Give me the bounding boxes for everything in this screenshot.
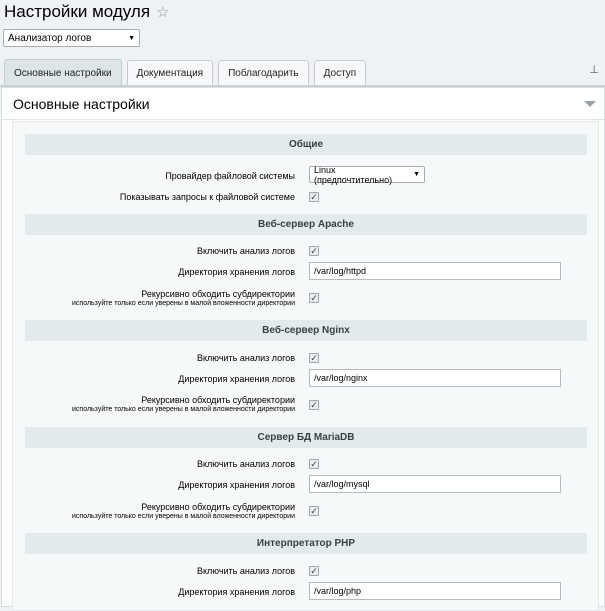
panel-title: Основные настройки bbox=[13, 96, 150, 112]
section-header-nginx: Веб-сервер Nginx bbox=[25, 320, 587, 341]
mariadb-dir-input[interactable]: /var/log/mysql bbox=[309, 475, 561, 493]
page-title bbox=[4, 1, 169, 23]
apache-enable-label: Включить анализ логов bbox=[197, 246, 295, 256]
apache-dir-label: Директория хранения логов bbox=[178, 267, 295, 277]
page-title-text: Настройки модуля bbox=[4, 2, 151, 21]
apache-recursive-text: Рекурсивно обходить субдиректории bbox=[141, 289, 295, 299]
nginx-dir-label: Директория хранения логов bbox=[178, 374, 295, 384]
mariadb-enable-checkbox[interactable]: ✓ bbox=[310, 459, 318, 469]
chevron-down-icon: ▼ bbox=[413, 171, 420, 178]
mariadb-recursive-checkbox[interactable]: ✓ bbox=[310, 506, 318, 516]
nginx-recursive-text: Рекурсивно обходить субдиректории bbox=[141, 395, 295, 405]
nginx-enable-checkbox[interactable]: ✓ bbox=[310, 353, 318, 363]
mariadb-enable-label: Включить анализ логов bbox=[197, 459, 295, 469]
apache-enable-checkbox[interactable]: ✓ bbox=[310, 246, 318, 256]
show-requests-label: Показывать запросы к файловой системе bbox=[119, 192, 295, 202]
nginx-recursive-label bbox=[72, 395, 295, 415]
mariadb-recursive-hint: используйте только если уверены в малой вложенности директории bbox=[72, 513, 295, 520]
pin-icon[interactable]: ⊥ bbox=[589, 64, 599, 76]
mariadb-recursive-text: Рекурсивно обходить субдиректории bbox=[141, 502, 295, 512]
apache-dir-input[interactable]: /var/log/httpd bbox=[309, 262, 561, 280]
tab-bar bbox=[4, 59, 366, 86]
module-select-value: Анализатор логов bbox=[8, 32, 92, 44]
php-dir-label: Директория хранения логов bbox=[178, 587, 295, 597]
module-select[interactable] bbox=[3, 29, 140, 47]
php-dir-input[interactable]: /var/log/php bbox=[309, 582, 561, 600]
php-enable-label: Включить анализ логов bbox=[197, 566, 295, 576]
mariadb-recursive-label bbox=[72, 502, 295, 522]
php-enable-checkbox[interactable]: ✓ bbox=[310, 566, 318, 576]
collapse-icon[interactable] bbox=[584, 101, 596, 107]
nginx-recursive-checkbox[interactable]: ✓ bbox=[310, 400, 318, 410]
apache-recursive-label bbox=[72, 289, 295, 309]
nginx-enable-label: Включить анализ логов bbox=[197, 353, 295, 363]
apache-recursive-hint: используйте только если уверены в малой вложенности директории bbox=[72, 300, 295, 307]
settings-form bbox=[12, 121, 599, 611]
tab-documentation[interactable]: Документация bbox=[127, 60, 214, 86]
provider-select-value: Linux (предпочтительно) bbox=[314, 164, 393, 185]
settings-panel bbox=[1, 87, 605, 607]
provider-label: Провайдер файловой системы bbox=[165, 171, 295, 181]
chevron-down-icon: ▼ bbox=[128, 34, 135, 42]
tab-access[interactable]: Доступ bbox=[314, 60, 367, 86]
tab-main-settings[interactable]: Основные настройки bbox=[4, 59, 122, 86]
panel-divider bbox=[2, 119, 604, 120]
section-header-mariadb: Сервер БД MariaDB bbox=[25, 427, 587, 448]
star-icon[interactable]: ☆ bbox=[156, 3, 170, 21]
nginx-dir-input[interactable]: /var/log/nginx bbox=[309, 369, 561, 387]
nginx-recursive-hint: используйте только если уверены в малой вложенности директории bbox=[72, 406, 295, 413]
tab-thanks[interactable]: Поблагодарить bbox=[218, 60, 309, 86]
section-header-php: Интерпретатор PHP bbox=[25, 533, 587, 554]
apache-recursive-checkbox[interactable]: ✓ bbox=[310, 293, 318, 303]
provider-select[interactable] bbox=[309, 166, 425, 183]
show-requests-checkbox[interactable]: ✓ bbox=[310, 192, 318, 202]
mariadb-dir-label: Директория хранения логов bbox=[178, 480, 295, 490]
section-header-apache: Веб-сервер Apache bbox=[25, 214, 587, 235]
section-header-general: Общие bbox=[25, 134, 587, 155]
